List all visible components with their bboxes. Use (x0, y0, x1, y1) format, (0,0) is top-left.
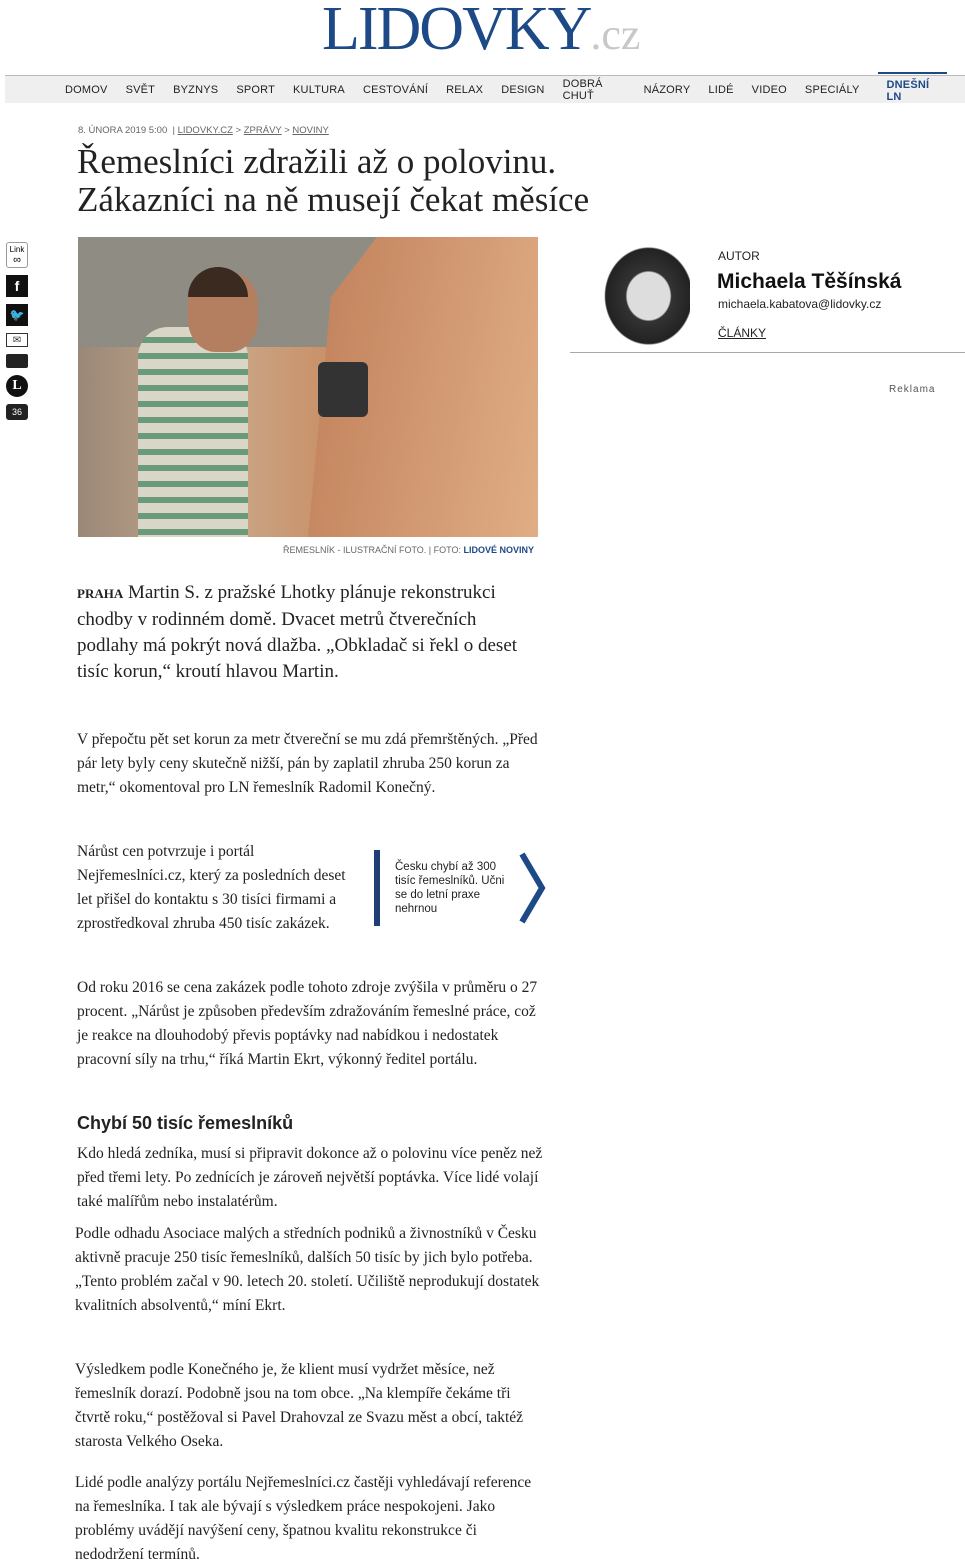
nav-item[interactable]: KULTURA (293, 83, 345, 96)
link-icon[interactable]: Link ∞ (6, 242, 28, 268)
paragraph: Podle odhadu Asociace malých a středních podniků a živnostníků v Česku aktivně pracuje 250 tisíc řemeslníků, dalších 50 tisíc by jich bylo potřeba. „Tento problém začal v 90. letech 20. století. Učiliště neprodukují dostatek kvalitních absolventů,“ míní Ekrt. (75, 1225, 540, 1314)
nav-item[interactable]: RELAX (446, 83, 484, 96)
paragraph: Kdo hledá zedníka, musí si připravit dokonce až o polovinu více peněz než před třemi lety. Po zednících je zároveň největší poptávka. Více lidé volají také malířům nebo instalatérům. (77, 1145, 543, 1210)
breadcrumb: 8. ÚNORA 2019 5:00 | LIDOVKY.CZ > ZPRÁVY > NOVINY (78, 125, 329, 136)
chevron-right-icon[interactable] (518, 850, 548, 926)
comments-icon[interactable]: 36 (6, 404, 28, 420)
nav-item[interactable]: NÁZORY (643, 83, 691, 96)
nav-item[interactable]: VIDEO (751, 83, 787, 96)
page-title: Řemeslníci zdražili až o polovinu. Zákazníci na ně musejí čekat měsíce (77, 142, 590, 219)
related-article-link[interactable]: Česku chybí až 300 tisíc řemeslníků. Učni se do letní praxe nehrnou (374, 850, 546, 926)
nav-item[interactable]: LIDÉ (708, 83, 734, 96)
paragraph: Výsledkem podle Konečného je, že klient musí vydržet měsíce, než řemeslník dorazí. Podobně jsou na tom obce. „Na klempíře čekáme tři čtvrtě roku,“ postěžoval si Pavel Drahovzal ze Svazu měst a obcí, taktéž starosta Velkého Oseka. (75, 1361, 524, 1450)
author-email[interactable]: michaela.kabatova@lidovky.cz (718, 297, 882, 311)
nav-item[interactable]: BYZNYS (173, 83, 219, 96)
share-bar (6, 242, 30, 427)
facebook-icon[interactable]: f (6, 275, 28, 297)
main-nav (5, 75, 965, 103)
paragraph: Lidé podle analýzy portálu Nejřemeslníci.cz častěji vyhledávají reference na řemeslníka. I tak ale bývají s výsledkem práce nespokojeni. Jako problémy uvádějí navýšení ceny, špatnou kvalitu rekonstrukce či nedodržení termínů. (75, 1474, 532, 1563)
twitter-icon[interactable]: 🐦 (6, 304, 28, 326)
paragraph: Nárůst cen potvrzuje i portál Nejřemeslníci.cz, který za posledních deset let přišel do kontaktu s 30 tisíci firmami a zprostředkoval zhruba 450 tisíc zakázek. (77, 843, 346, 932)
article-lead: PRAHA Martin S. z pražské Lhotky plánuje rekonstrukci chodby v rodinném domě. Dvacet metrů čtverečních podlahy má pokrýt nová dlažba. „Obkladač si řekl o deset tisíc korun,“ kroutí hlavou Martin. (77, 582, 518, 682)
author-box (570, 240, 965, 353)
publish-date: 8. ÚNORA 2019 5:00 (78, 125, 168, 136)
subheading: Chybí 50 tisíc řemeslníků (77, 1113, 294, 1133)
article-photo (78, 237, 538, 537)
author-articles-link[interactable]: ČLÁNKY (718, 326, 767, 340)
email-icon[interactable]: ✉ (6, 333, 28, 347)
nav-item[interactable]: SVĚT (125, 83, 156, 96)
crumb[interactable]: NOVINY (292, 125, 329, 136)
paragraph: Od roku 2016 se cena zakázek podle tohoto zdroje zvýšila v průměru o 27 procent. „Nárůst je způsoben především zdražováním řemeslné práce, což je reakce na dlouhodobý převis poptávky nad nabídkou i nedostatek pracovní síly na trhu,“ říká Martin Ekrt, výkonný ředitel portálu. (77, 979, 538, 1068)
author-label: AUTOR (718, 249, 760, 263)
crumb[interactable]: LIDOVKY.CZ (177, 125, 233, 136)
nav-item[interactable]: DOBRÁ CHUŤ (562, 77, 603, 102)
lidovky-l-icon[interactable]: L (6, 375, 28, 397)
nav-item[interactable]: SPECIÁLY (804, 83, 860, 96)
site-logo[interactable]: LIDOVKY.cz (322, 0, 641, 63)
ad-label: Reklama (889, 384, 936, 395)
paragraph: V přepočtu pět set korun za metr čtvereční se mu zdá přemrštěných. „Před pár lety byly ceny skutečně nižší, pán by zaplatil zhruba 250 korun za metr,“ okomentoval pro LN řemeslník Radomil Konečný. (77, 731, 538, 796)
nav-item[interactable]: SPORT (236, 83, 276, 96)
nav-item[interactable]: CESTOVÁNÍ (362, 83, 429, 96)
author-name[interactable]: Michaela Těšínská (717, 270, 902, 293)
crumb[interactable]: ZPRÁVY (243, 125, 282, 136)
print-icon[interactable] (6, 354, 28, 368)
photo-caption: ŘEMESLNÍK - ILUSTRAČNÍ FOTO. | FOTO: LIDOVÉ NOVINY (282, 545, 534, 555)
nav-item-dnesni-ln[interactable]: DNEŠNÍ LN (878, 72, 948, 103)
author-photo (598, 240, 690, 352)
nav-item[interactable]: DOMOV (65, 83, 108, 96)
nav-item[interactable]: DESIGN (501, 83, 545, 96)
